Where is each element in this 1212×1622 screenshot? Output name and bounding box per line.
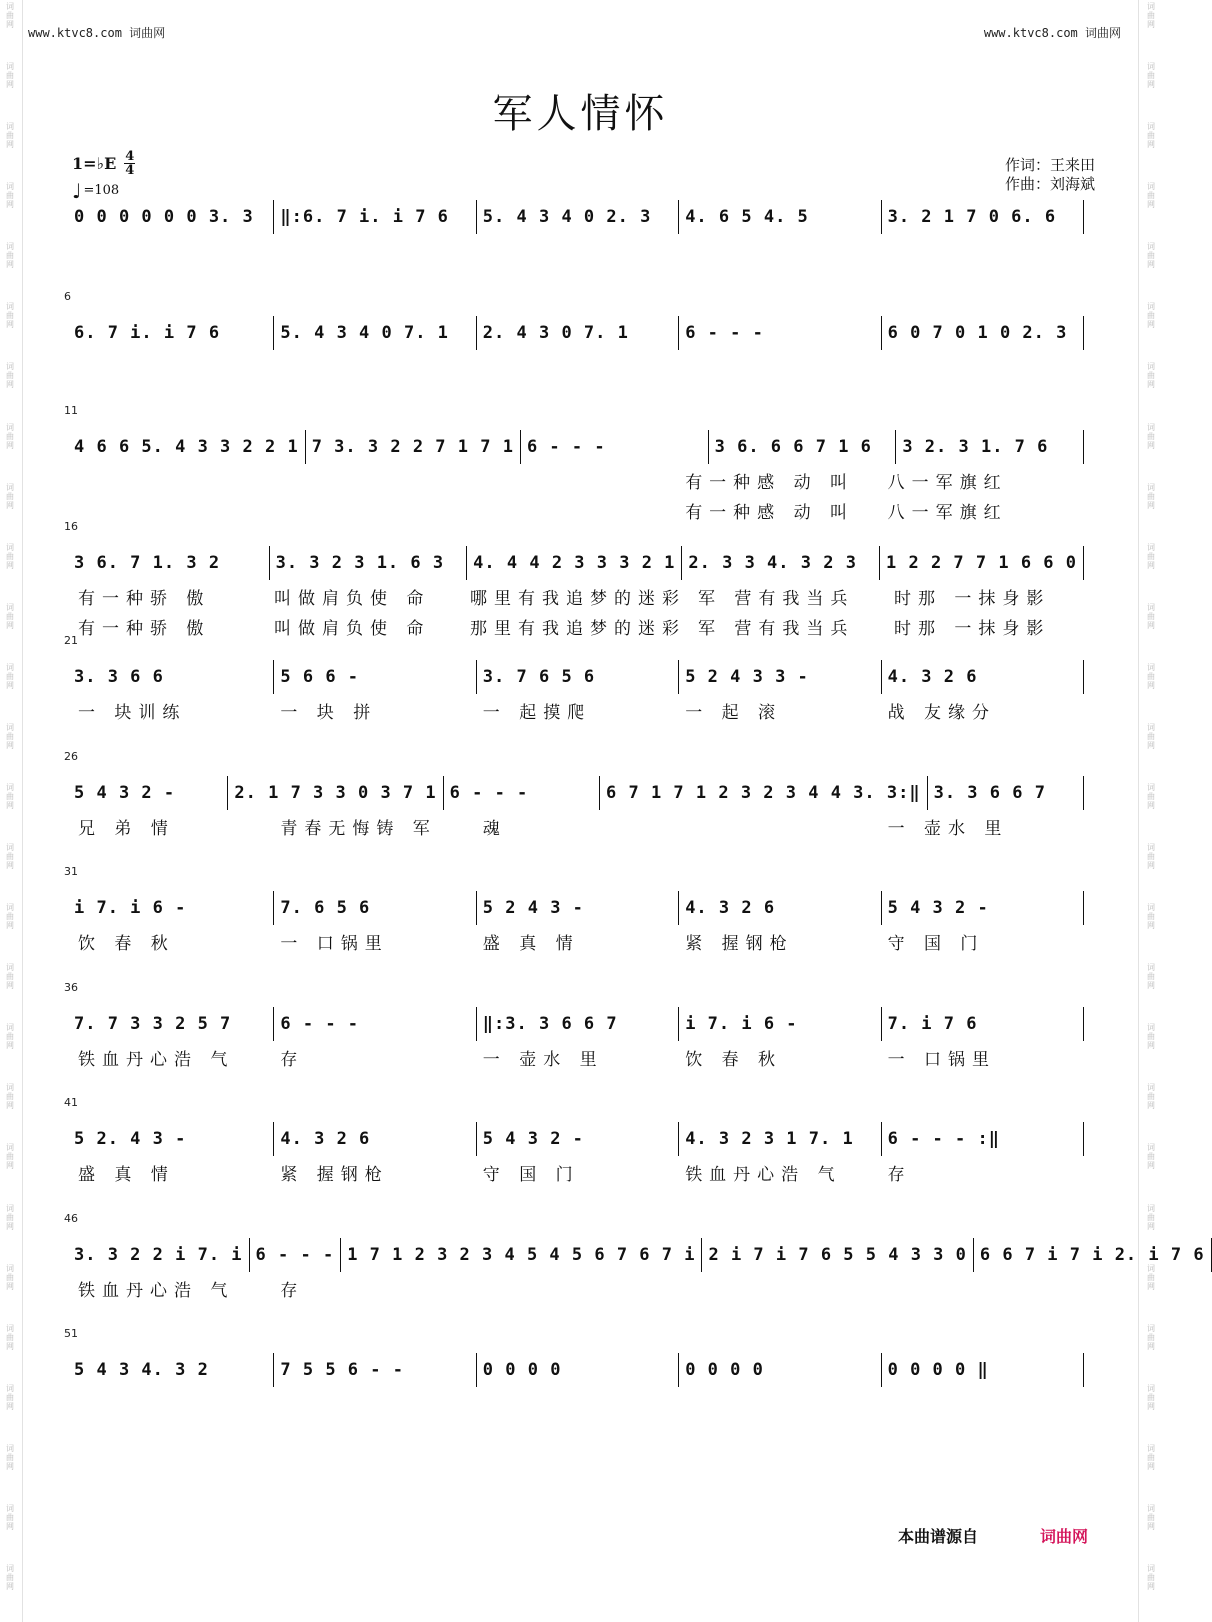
measure-number: 16 bbox=[64, 520, 78, 533]
lyric-segment: 饮 春 秋 bbox=[78, 933, 175, 954]
score-system bbox=[64, 1327, 1084, 1387]
song-title: 军人情怀 bbox=[492, 91, 669, 137]
measure: 4. 3 2 3 1 7. 1 bbox=[679, 1122, 881, 1156]
side-watermark-text: 词 曲 网 bbox=[6, 242, 14, 270]
side-watermark-text: 词 曲 网 bbox=[6, 783, 14, 811]
lyric-segment: 八一军旗红 bbox=[887, 472, 1008, 493]
side-watermark-text: 词 曲 网 bbox=[6, 1083, 14, 1111]
footer-brand-link[interactable]: 词曲网 bbox=[1040, 1527, 1089, 1546]
measure: 3 2. 3 1. 7 6 bbox=[896, 430, 1084, 464]
lyric-segment: 铁血丹心浩 气 bbox=[78, 1280, 235, 1301]
side-watermark-text: 词 曲 网 bbox=[6, 422, 14, 450]
measure: 2. 1 7 3 3 0 3 7 1 bbox=[228, 776, 443, 810]
tempo-marking bbox=[72, 178, 135, 203]
measure: 6 - - - bbox=[250, 1238, 342, 1272]
lyric-segment: 铁血丹心浩 气 bbox=[685, 1164, 842, 1185]
measure: 4. 4 4 2 3 3 3 2 1 bbox=[467, 546, 682, 580]
quarter-note-icon: ♩ bbox=[72, 178, 82, 203]
score-system bbox=[64, 750, 1084, 840]
header-url-left[interactable]: www.ktvc8.com 词曲网 bbox=[28, 26, 166, 40]
measure: 7. 7 3 3 2 5 7 bbox=[72, 1007, 274, 1041]
measure: 2 i 7 i 7 6 5 5 4 3 3 0 bbox=[702, 1238, 973, 1272]
score-system bbox=[64, 1096, 1084, 1186]
measure: 5. 4 3 4 0 2. 3 bbox=[477, 200, 679, 234]
side-watermark-text: 词 曲 网 bbox=[6, 1323, 14, 1351]
lyric-segment: 叫做肩负使 命 bbox=[274, 588, 431, 609]
lyric-segment: 一 起摸爬 bbox=[482, 702, 592, 723]
measure-number: 46 bbox=[64, 1212, 78, 1225]
measure: 5 4 3 2 - bbox=[72, 776, 228, 810]
lyric-segment: 兄 弟 情 bbox=[78, 818, 175, 839]
lyric-row bbox=[72, 812, 1084, 840]
lyric-segment: 叫做肩负使 命 bbox=[274, 618, 431, 639]
side-watermark-text: 词 曲 网 bbox=[1147, 302, 1155, 330]
side-watermark-text: 词 曲 网 bbox=[6, 1383, 14, 1411]
notes-row bbox=[72, 776, 1084, 810]
score-meta bbox=[72, 149, 135, 203]
measure: 6 0 7 0 1 0 2. 3 bbox=[882, 316, 1084, 350]
composer-credit: 作曲：刘海斌 bbox=[1004, 175, 1095, 193]
side-watermark-text: 词 曲 网 bbox=[1147, 482, 1155, 510]
lyric-segment: 存 bbox=[280, 1049, 305, 1070]
lyric-row bbox=[72, 496, 1084, 524]
lyricist-credit: 作词：王来田 bbox=[1004, 156, 1095, 174]
score-system bbox=[64, 520, 1084, 640]
lyric-segment: 存 bbox=[887, 1164, 912, 1185]
measure: 4. 3 2 6 bbox=[882, 660, 1084, 694]
score-system bbox=[64, 404, 1084, 524]
side-watermark-text: 词 曲 网 bbox=[1147, 1564, 1155, 1592]
side-watermark-text: 词 曲 网 bbox=[1147, 783, 1155, 811]
lyric-segment: 一 壶水 里 bbox=[482, 1049, 604, 1070]
measure: i 7. i 6 - bbox=[72, 891, 274, 925]
measure: 0 0 0 0 0 0 3. 3 bbox=[72, 200, 274, 234]
score-system bbox=[64, 981, 1084, 1071]
measure-number: 31 bbox=[64, 865, 78, 878]
side-watermark-text: 词 曲 网 bbox=[6, 302, 14, 330]
lyric-segment: 哪里有我追梦的迷彩 bbox=[470, 588, 686, 609]
side-watermark-text: 词 曲 网 bbox=[1147, 1323, 1155, 1351]
lyric-segment: 青春无悔铸 军 bbox=[280, 818, 437, 839]
lyric-segment: 盛 真 情 bbox=[482, 933, 580, 954]
measure: 6. 7 i. i 7 6 bbox=[72, 316, 274, 350]
side-watermark-text: 词 曲 网 bbox=[1147, 1083, 1155, 1111]
measure: 3 6. 7 1. 3 2 bbox=[72, 546, 270, 580]
lyric-segment: 一 壶水 里 bbox=[887, 818, 1009, 839]
score-system bbox=[64, 634, 1084, 724]
side-watermark-text: 词 曲 网 bbox=[1147, 122, 1155, 150]
time-signature bbox=[124, 150, 135, 177]
lyric-row bbox=[72, 612, 1084, 640]
side-watermark-text: 词 曲 网 bbox=[1147, 62, 1155, 90]
measure: 5 2. 4 3 - bbox=[72, 1122, 274, 1156]
lyric-row bbox=[72, 466, 1084, 494]
lyric-segment: 存 bbox=[280, 1280, 305, 1301]
lyric-segment: 时那 一抹身影 bbox=[894, 588, 1051, 609]
side-watermark-text: 词 曲 网 bbox=[6, 963, 14, 991]
side-watermark-text: 词 曲 网 bbox=[6, 122, 14, 150]
side-watermark-text: 词 曲 网 bbox=[6, 843, 14, 871]
measure: 1 2 2 7 7 1 6 6 0 bbox=[880, 546, 1084, 580]
measure: 7. i 7 6 bbox=[882, 1007, 1084, 1041]
side-watermark-text: 词 曲 网 bbox=[6, 2, 14, 29]
measure: 2. 3 3 4. 3 2 3 bbox=[682, 546, 880, 580]
side-watermark-text: 词 曲 网 bbox=[6, 1263, 14, 1291]
measure: 6 - - - bbox=[274, 1007, 476, 1041]
lyric-segment: 军 营有我当兵 bbox=[698, 618, 855, 639]
lyric-segment: 紧 握钢枪 bbox=[685, 933, 794, 954]
lyric-segment: 战 友缘分 bbox=[887, 702, 996, 723]
measure: 4 6 6 5. 4 3 3 2 2 1 bbox=[72, 430, 306, 464]
score-system bbox=[64, 290, 1084, 350]
measure: 6 - - - :‖ bbox=[882, 1122, 1084, 1156]
measure: 7. 6 5 6 bbox=[274, 891, 476, 925]
side-watermark-text: 词 曲 网 bbox=[6, 903, 14, 931]
side-watermark-text: 词 曲 网 bbox=[6, 1503, 14, 1531]
lyric-segment: 饮 春 秋 bbox=[685, 1049, 782, 1070]
time-denominator: 4 bbox=[125, 163, 135, 178]
measure-number: 51 bbox=[64, 1327, 78, 1340]
side-watermark-text: 词 曲 网 bbox=[1147, 1263, 1155, 1291]
lyric-segment: 有一种骄 傲 bbox=[78, 618, 211, 639]
lyric-segment: 盛 真 情 bbox=[78, 1164, 175, 1185]
measure: 5 2 4 3 3 - bbox=[679, 660, 881, 694]
side-watermark-text: 词 曲 网 bbox=[6, 362, 14, 390]
measure-number: 6 bbox=[64, 290, 71, 303]
score-system bbox=[72, 200, 1084, 234]
lyric-segment: 时那 一抹身影 bbox=[894, 618, 1051, 639]
measure: 5 4 3 4. 3 2 bbox=[72, 1353, 274, 1387]
measure: 3. 2 1 7 0 6. 6 bbox=[882, 200, 1084, 234]
side-watermark-text: 词 曲 网 bbox=[1147, 1503, 1155, 1531]
measure: 6 - - - bbox=[444, 776, 600, 810]
measure: 5. 4 3 4 0 7. 1 bbox=[274, 316, 476, 350]
measure: 6 7 1 7 1 2 3 2 3 4 4 3. 3:‖ bbox=[600, 776, 928, 810]
measure: i 7. i 6 - bbox=[679, 1007, 881, 1041]
measure: 3. 3 6 6 bbox=[72, 660, 274, 694]
header-url-right[interactable]: www.ktvc8.com 词曲网 bbox=[983, 26, 1121, 40]
side-watermark-text: 词 曲 网 bbox=[6, 1443, 14, 1471]
notes-row bbox=[72, 891, 1084, 925]
lyric-row bbox=[72, 582, 1084, 610]
measure-number: 41 bbox=[64, 1096, 78, 1109]
measure-number: 11 bbox=[64, 404, 78, 417]
measure: ‖:6. 7 i. i 7 6 bbox=[274, 200, 476, 234]
lyric-segment: 军 营有我当兵 bbox=[698, 588, 855, 609]
side-watermark-text: 词 曲 网 bbox=[1147, 2, 1155, 29]
measure: 5 4 3 2 - bbox=[882, 891, 1084, 925]
notes-row bbox=[72, 200, 1084, 234]
measure: 2. 4 3 0 7. 1 bbox=[477, 316, 679, 350]
measure: 5 6 6 - bbox=[274, 660, 476, 694]
lyric-row bbox=[72, 1274, 1084, 1302]
lyric-row bbox=[72, 927, 1084, 955]
lyric-segment: 魂 bbox=[482, 818, 507, 839]
side-watermark-text: 词 曲 网 bbox=[6, 1023, 14, 1051]
lyric-row bbox=[72, 696, 1084, 724]
side-watermark-text: 词 曲 网 bbox=[1147, 1023, 1155, 1051]
side-watermark-text: 词 曲 网 bbox=[1147, 1143, 1155, 1171]
lyric-segment: 守 国 门 bbox=[482, 1164, 580, 1185]
side-watermark-text: 词 曲 网 bbox=[1147, 242, 1155, 270]
measure-number: 26 bbox=[64, 750, 78, 763]
side-watermark-text: 词 曲 网 bbox=[1147, 903, 1155, 931]
lyric-segment: 有一种骄 傲 bbox=[78, 588, 211, 609]
side-watermark-text: 词 曲 网 bbox=[1147, 182, 1155, 210]
notes-row bbox=[72, 316, 1084, 350]
side-watermark-text: 词 曲 网 bbox=[6, 1143, 14, 1171]
lyric-segment: 守 国 门 bbox=[887, 933, 985, 954]
side-watermark-text: 词 曲 网 bbox=[1147, 602, 1155, 630]
notes-row bbox=[72, 1353, 1084, 1387]
notes-row bbox=[72, 546, 1084, 580]
measure: 5 4 3 2 - bbox=[477, 1122, 679, 1156]
side-watermark-text: 词 曲 网 bbox=[6, 1203, 14, 1231]
lyric-segment: 有一种感 动 叫 bbox=[685, 472, 854, 493]
measure-number: 21 bbox=[64, 634, 78, 647]
side-watermark-text: 词 曲 网 bbox=[6, 1564, 14, 1592]
notes-row bbox=[72, 1238, 1205, 1272]
side-watermark-text: 词 曲 网 bbox=[6, 602, 14, 630]
side-watermark-text: 词 曲 网 bbox=[1147, 1203, 1155, 1231]
measure: 7 5 5 6 - - bbox=[274, 1353, 476, 1387]
lyric-segment: 有一种感 动 叫 bbox=[685, 502, 854, 523]
measure: 6 - - - bbox=[521, 430, 709, 464]
notes-row bbox=[72, 1007, 1084, 1041]
lyric-segment: 八一军旗红 bbox=[887, 502, 1008, 523]
measure: 6 6 7 i 7 i 2. i 7 6 bbox=[974, 1238, 1212, 1272]
lyric-row bbox=[72, 1158, 1084, 1186]
measure: 1 7 1 2 3 2 3 4 5 4 5 6 7 6 7 i bbox=[341, 1238, 702, 1272]
side-watermark-text: 词 曲 网 bbox=[1147, 1383, 1155, 1411]
side-watermark-text: 词 曲 网 bbox=[6, 482, 14, 510]
lyric-segment: 紧 握钢枪 bbox=[280, 1164, 389, 1185]
measure: 3. 7 6 5 6 bbox=[477, 660, 679, 694]
notes-row bbox=[72, 430, 1084, 464]
measure: 3. 3 2 3 1. 6 3 bbox=[270, 546, 468, 580]
lyric-segment: 一 块训练 bbox=[78, 702, 187, 723]
tempo-value: =108 bbox=[83, 183, 120, 198]
key-label: 1=♭E bbox=[72, 154, 117, 173]
lyric-segment: 一 口锅里 bbox=[887, 1049, 996, 1070]
side-watermark-text: 词 曲 网 bbox=[6, 542, 14, 570]
measure: 0 0 0 0 bbox=[679, 1353, 881, 1387]
measure: 4. 6 5 4. 5 bbox=[679, 200, 881, 234]
lyric-segment: 那里有我追梦的迷彩 bbox=[470, 618, 686, 639]
side-watermark-text: 词 曲 网 bbox=[1147, 422, 1155, 450]
measure: 3 6. 6 6 7 1 6 bbox=[709, 430, 897, 464]
score-system bbox=[64, 865, 1084, 955]
measure: 4. 3 2 6 bbox=[274, 1122, 476, 1156]
side-watermark-text: 词 曲 网 bbox=[1147, 1443, 1155, 1471]
measure: 3. 3 2 2 i 7. i bbox=[72, 1238, 250, 1272]
side-watermark-text: 词 曲 网 bbox=[6, 722, 14, 750]
measure: 0 0 0 0 bbox=[477, 1353, 679, 1387]
measure: ‖:3. 3 6 6 7 bbox=[477, 1007, 679, 1041]
measure: 0 0 0 0 ‖ bbox=[882, 1353, 1084, 1387]
side-watermark-text: 词 曲 网 bbox=[6, 62, 14, 90]
lyric-segment: 一 起 滚 bbox=[685, 702, 782, 723]
lyric-row bbox=[72, 1043, 1084, 1071]
notes-row bbox=[72, 660, 1084, 694]
side-watermark-text: 词 曲 网 bbox=[1147, 722, 1155, 750]
side-watermark-text: 词 曲 网 bbox=[1147, 843, 1155, 871]
lyric-segment: 铁血丹心浩 气 bbox=[78, 1049, 235, 1070]
measure-number: 36 bbox=[64, 981, 78, 994]
side-watermark-text: 词 曲 网 bbox=[1147, 662, 1155, 690]
measure: 3. 3 6 6 7 bbox=[928, 776, 1084, 810]
time-numerator: 4 bbox=[125, 149, 135, 164]
measure: 5 2 4 3 - bbox=[477, 891, 679, 925]
footer-source-text: 本曲谱源自 bbox=[898, 1527, 979, 1546]
side-watermark-text: 词 曲 网 bbox=[1147, 542, 1155, 570]
left-margin-rule bbox=[22, 0, 23, 1622]
credits bbox=[1005, 156, 1095, 194]
side-watermark-text: 词 曲 网 bbox=[1147, 963, 1155, 991]
right-margin-rule bbox=[1138, 0, 1139, 1622]
side-watermark-text: 词 曲 网 bbox=[6, 182, 14, 210]
measure: 4. 3 2 6 bbox=[679, 891, 881, 925]
left-watermark-strip bbox=[2, 0, 18, 1622]
right-watermark-strip bbox=[1143, 0, 1159, 1622]
lyric-segment: 一 块 拼 bbox=[280, 702, 378, 723]
key-signature bbox=[72, 150, 135, 177]
side-watermark-text: 词 曲 网 bbox=[6, 662, 14, 690]
side-watermark-text: 词 曲 网 bbox=[1147, 362, 1155, 390]
measure: 6 - - - bbox=[679, 316, 881, 350]
notes-row bbox=[72, 1122, 1084, 1156]
lyric-segment: 一 口锅里 bbox=[280, 933, 389, 954]
measure: 7 3. 3 2 2 7 1 7 1 bbox=[306, 430, 521, 464]
